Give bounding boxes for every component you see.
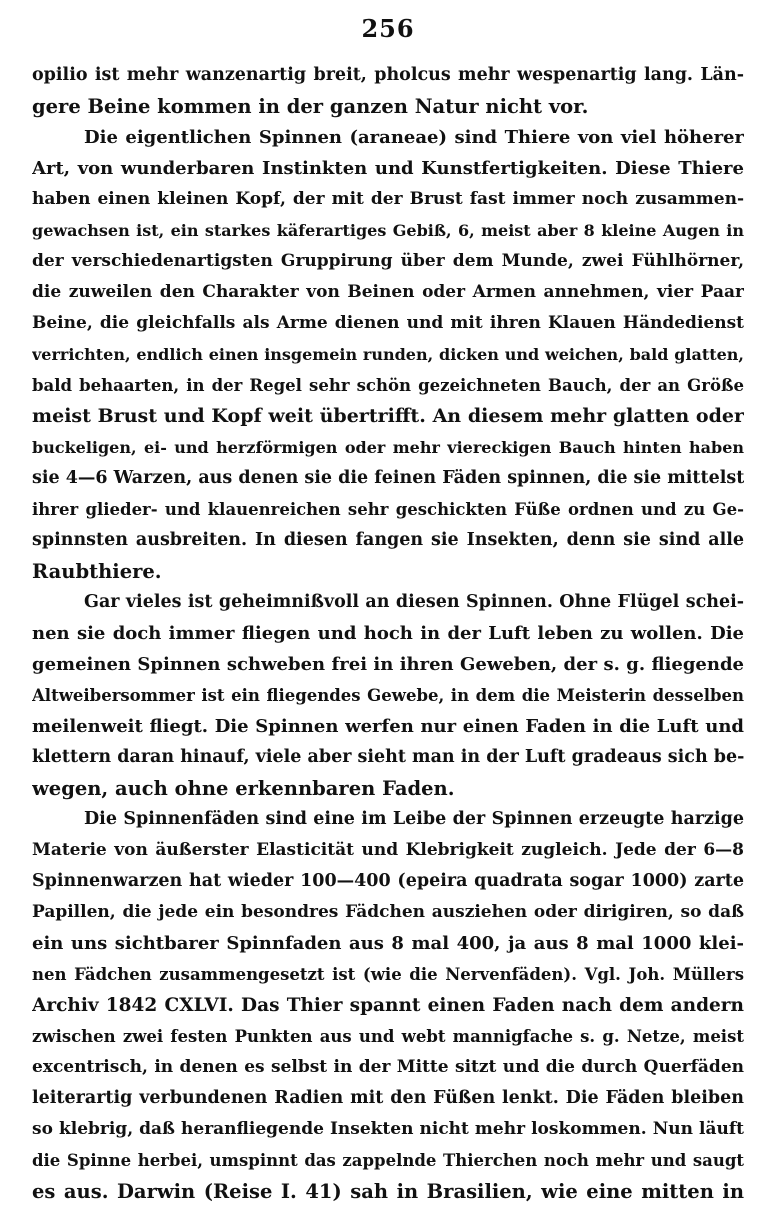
text-line: Spinnenwarzen hat wieder 100—400 (epeira quadrata sogar 1000) zarte <box>32 871 744 891</box>
text-line: der verschiedenartigsten Gruppirung über dem Munde, zwei Fühlhörner, <box>32 251 744 271</box>
text-line: meilenweit fliegt. Die Spinnen werfen nur einen Faden in die Luft und <box>32 716 744 737</box>
text-line: so klebrig, daß heranfliegende Insekten nicht mehr loskommen. Nun läuft <box>32 1119 744 1139</box>
text-line: Papillen, die jede ein besondres Fädchen ausziehen oder dirigiren, so daß <box>32 902 744 922</box>
text-line: die Spinne herbei, umspinnt das zappelnde Thierchen noch mehr und saugt <box>32 1151 744 1170</box>
text-line: klettern daran hinauf, viele aber sieht man in der Luft gradeaus sich be- <box>32 747 744 767</box>
text-line: Beine, die gleichfalls als Arme dienen und mit ihren Klauen Händedienst <box>32 313 744 333</box>
text-line: meist Brust und Kopf weit übertrifft. An diesem mehr glatten oder <box>32 405 744 427</box>
text-line: Art, von wunderbaren Instinkten und Kunstfertigkeiten. Diese Thiere <box>32 158 744 179</box>
text-line: excentrisch, in denen es selbst in der Mitte sitzt und die durch Querfäden <box>32 1057 744 1077</box>
text-line: Archiv 1842 CXLVI. Das Thier spannt einen Faden nach dem andern <box>32 995 744 1016</box>
text-line: Altweibersommer ist ein fliegendes Gewebe, in dem die Meisterin desselben <box>32 686 744 705</box>
text-line: Gar vieles ist geheimnißvoll an diesen Spinnen. Ohne Flügel schei- <box>84 592 744 612</box>
text-line: wegen, auch ohne erkennbaren Faden. <box>32 777 455 800</box>
text-line: gewachsen ist, ein starkes käferartiges Gebiß, 6, meist aber 8 kleine Augen in <box>32 221 744 240</box>
text-line: ein uns sichtbarer Spinnfaden aus 8 mal 400, ja aus 8 mal 1000 klei- <box>32 933 744 954</box>
text-line: gemeinen Spinnen schweben frei in ihren Geweben, der s. g. fliegende <box>32 654 744 675</box>
text-line: ihrer glieder- und klauenreichen sehr geschickten Füße ordnen und zu Ge- <box>32 500 744 519</box>
text-line: nen sie doch immer fliegen und hoch in der Luft leben zu wollen. Die <box>32 623 744 644</box>
text-line: opilio ist mehr wanzenartig breit, pholcus mehr wespenartig lang. Län- <box>32 65 744 85</box>
text-line: zwischen zwei festen Punkten aus und webt mannigfache s. g. Netze, meist <box>32 1027 744 1046</box>
text-line: bald behaarten, in der Regel sehr schön gezeichneten Bauch, der an Größe <box>32 376 744 395</box>
text-line: nen Fädchen zusammengesetzt ist (wie die Nervenfäden). Vgl. Joh. Müllers <box>32 965 744 984</box>
text-line: die zuweilen den Charakter von Beinen oder Armen annehmen, vier Paar <box>32 282 744 302</box>
text-line: sie 4—6 Warzen, aus denen sie die feinen Fäden spinnen, die sie mittelst <box>32 468 744 488</box>
page-number: 256 <box>361 14 415 43</box>
text-line: gere Beine kommen in der ganzen Natur nicht vor. <box>32 95 589 118</box>
text-line: Die Spinnenfäden sind eine im Leibe der Spinnen erzeugte harzige <box>84 809 744 829</box>
body-text <box>32 60 744 1207</box>
text-line: Materie von äußerster Elasticität und Klebrigkeit zugleich. Jede der 6—8 <box>32 840 744 860</box>
text-line: spinnsten ausbreiten. In diesen fangen sie Insekten, denn sie sind alle <box>32 530 744 550</box>
text-line: haben einen kleinen Kopf, der mit der Brust fast immer noch zusammen- <box>32 189 744 209</box>
text-line: Die eigentlichen Spinnen (araneae) sind Thiere von viel höherer <box>84 127 744 148</box>
text-line: buckeligen, ei- und herzförmigen oder mehr viereckigen Bauch hinten haben <box>32 438 744 457</box>
text-line: es aus. Darwin (Reise I. 41) sah in Brasilien, wie eine mitten in <box>32 1180 744 1203</box>
text-line: leiterartig verbundenen Radien mit den Füßen lenkt. Die Fäden bleiben <box>32 1088 744 1108</box>
text-line: verrichten, endlich einen insgemein runden, dicken und weichen, bald glatten, <box>32 345 744 364</box>
text-line: Raubthiere. <box>32 560 162 583</box>
